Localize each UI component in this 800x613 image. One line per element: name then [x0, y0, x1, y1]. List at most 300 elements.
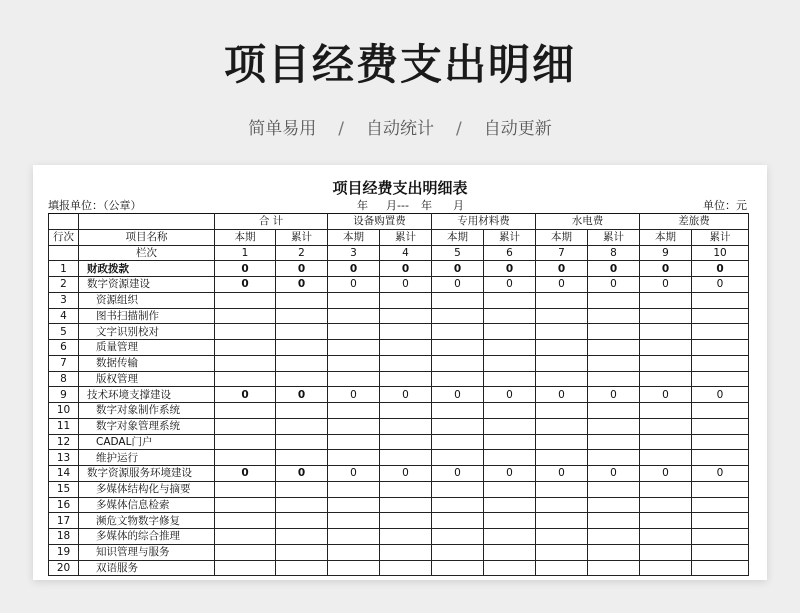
value-cell[interactable] — [215, 355, 276, 371]
value-cell[interactable]: 0 — [328, 387, 380, 403]
table-row — [49, 355, 749, 371]
value-cell[interactable] — [380, 292, 432, 308]
row-number: 13 — [49, 450, 79, 466]
header-group-5: 差旅费 — [640, 214, 749, 230]
value-cell[interactable] — [276, 560, 328, 576]
header-sub-current: 本期 — [328, 229, 380, 245]
header-sub-current: 本期 — [640, 229, 692, 245]
value-cell[interactable]: 0 — [484, 466, 536, 482]
column-number: 5 — [432, 245, 484, 261]
row-number: 20 — [49, 560, 79, 576]
header-sub-current: 本期 — [536, 229, 588, 245]
item-name-cell[interactable]: 双语服务 — [79, 560, 215, 576]
value-cell[interactable] — [328, 292, 380, 308]
value-cell[interactable] — [380, 418, 432, 434]
item-name-cell[interactable]: 图书扫描制作 — [79, 308, 215, 324]
value-cell[interactable] — [588, 560, 640, 576]
value-cell[interactable] — [536, 497, 588, 513]
value-cell[interactable] — [380, 324, 432, 340]
period-month-2: 月 — [453, 199, 464, 212]
value-cell[interactable]: 0 — [536, 387, 588, 403]
value-cell[interactable] — [276, 418, 328, 434]
column-number: 3 — [328, 245, 380, 261]
value-cell[interactable] — [328, 355, 380, 371]
table-row — [49, 277, 749, 293]
value-cell[interactable]: 0 — [215, 277, 276, 293]
value-cell[interactable] — [328, 340, 380, 356]
value-cell[interactable] — [276, 292, 328, 308]
value-cell[interactable] — [380, 560, 432, 576]
value-cell[interactable] — [432, 434, 484, 450]
value-cell[interactable]: 0 — [432, 277, 484, 293]
currency-unit-label: 单位：元 — [703, 199, 747, 212]
value-cell[interactable] — [536, 450, 588, 466]
value-cell[interactable] — [536, 544, 588, 560]
value-cell[interactable] — [328, 450, 380, 466]
table-row — [49, 529, 749, 545]
value-cell[interactable] — [484, 560, 536, 576]
value-cell[interactable] — [380, 308, 432, 324]
value-cell[interactable] — [276, 403, 328, 419]
header-group-3: 专用材料费 — [432, 214, 536, 230]
value-cell[interactable] — [432, 529, 484, 545]
table-row — [49, 560, 749, 576]
column-number: 2 — [276, 245, 328, 261]
tag-separator: / — [338, 119, 344, 139]
value-cell[interactable] — [640, 529, 692, 545]
value-cell[interactable] — [536, 434, 588, 450]
table-row — [49, 308, 749, 324]
value-cell[interactable] — [380, 355, 432, 371]
value-cell[interactable] — [588, 481, 640, 497]
value-cell[interactable] — [640, 308, 692, 324]
value-cell[interactable] — [484, 308, 536, 324]
value-cell[interactable] — [588, 529, 640, 545]
value-cell[interactable] — [484, 434, 536, 450]
item-name-cell[interactable]: 资源组织 — [79, 292, 215, 308]
value-cell[interactable]: 0 — [276, 277, 328, 293]
value-cell[interactable] — [536, 308, 588, 324]
value-cell[interactable] — [215, 340, 276, 356]
table-row — [49, 324, 749, 340]
value-cell[interactable] — [588, 450, 640, 466]
value-cell[interactable]: 0 — [588, 387, 640, 403]
header-sub-current: 本期 — [215, 229, 276, 245]
header-sub-current: 本期 — [432, 229, 484, 245]
value-cell[interactable] — [484, 544, 536, 560]
value-cell[interactable] — [328, 497, 380, 513]
table-row — [49, 292, 749, 308]
value-cell[interactable] — [276, 371, 328, 387]
value-cell[interactable] — [692, 497, 749, 513]
row-number: 12 — [49, 434, 79, 450]
value-cell[interactable] — [380, 403, 432, 419]
value-cell[interactable] — [328, 434, 380, 450]
value-cell[interactable] — [215, 324, 276, 340]
header-sub-cumulative: 累计 — [692, 229, 749, 245]
value-cell[interactable]: 0 — [536, 277, 588, 293]
item-name-cell[interactable]: 数字对象管理系统 — [79, 418, 215, 434]
item-name-cell[interactable]: CADAL门户 — [79, 434, 215, 450]
value-cell[interactable] — [380, 450, 432, 466]
value-cell[interactable] — [328, 403, 380, 419]
header-sub-cumulative: 累计 — [484, 229, 536, 245]
item-name-cell[interactable]: 数字资源服务环境建设 — [79, 466, 215, 482]
expense-table — [48, 213, 749, 576]
value-cell[interactable] — [215, 544, 276, 560]
value-cell[interactable]: 0 — [588, 466, 640, 482]
value-cell[interactable] — [692, 513, 749, 529]
value-cell[interactable] — [215, 497, 276, 513]
value-cell[interactable] — [536, 292, 588, 308]
value-cell[interactable] — [640, 434, 692, 450]
row-number: 19 — [49, 544, 79, 560]
value-cell[interactable] — [276, 529, 328, 545]
value-cell[interactable] — [536, 355, 588, 371]
table-row — [49, 371, 749, 387]
value-cell[interactable] — [328, 513, 380, 529]
item-name-cell[interactable]: 文字识别校对 — [79, 324, 215, 340]
value-cell[interactable] — [215, 481, 276, 497]
value-cell[interactable] — [640, 481, 692, 497]
value-cell[interactable]: 0 — [276, 261, 328, 277]
value-cell[interactable] — [484, 292, 536, 308]
value-cell[interactable] — [276, 481, 328, 497]
value-cell[interactable] — [215, 450, 276, 466]
table-row — [49, 387, 749, 403]
value-cell[interactable]: 0 — [692, 261, 749, 277]
value-cell[interactable] — [692, 560, 749, 576]
item-name-cell[interactable]: 多媒体结构化与摘要 — [79, 481, 215, 497]
column-number: 6 — [484, 245, 536, 261]
row-number: 18 — [49, 529, 79, 545]
item-name-cell[interactable]: 维护运行 — [79, 450, 215, 466]
value-cell[interactable] — [432, 450, 484, 466]
sheet-title: 项目经费支出明细表 — [332, 179, 468, 197]
table-row — [49, 261, 749, 277]
value-cell[interactable] — [328, 529, 380, 545]
value-cell[interactable] — [536, 403, 588, 419]
value-cell[interactable]: 0 — [692, 277, 749, 293]
value-cell[interactable] — [276, 497, 328, 513]
value-cell[interactable] — [640, 560, 692, 576]
value-cell[interactable] — [588, 340, 640, 356]
table-row — [49, 340, 749, 356]
header-blank — [49, 245, 79, 261]
value-cell[interactable] — [432, 340, 484, 356]
value-cell[interactable] — [536, 560, 588, 576]
column-number: 10 — [692, 245, 749, 261]
value-cell[interactable] — [432, 308, 484, 324]
row-number: 7 — [49, 355, 79, 371]
value-cell[interactable] — [692, 403, 749, 419]
row-number: 1 — [49, 261, 79, 277]
value-cell[interactable]: 0 — [692, 466, 749, 482]
row-number: 11 — [49, 418, 79, 434]
value-cell[interactable] — [692, 529, 749, 545]
hero-tag-2: 自动统计 — [366, 119, 434, 139]
item-name-cell[interactable]: 数据传输 — [79, 355, 215, 371]
table-row — [49, 418, 749, 434]
item-name-cell[interactable]: 濒危文物数字修复 — [79, 513, 215, 529]
value-cell[interactable] — [588, 371, 640, 387]
value-cell[interactable] — [328, 324, 380, 340]
table-row — [49, 481, 749, 497]
value-cell[interactable] — [432, 355, 484, 371]
value-cell[interactable] — [276, 450, 328, 466]
tag-separator: / — [456, 119, 462, 139]
value-cell[interactable]: 0 — [215, 387, 276, 403]
value-cell[interactable] — [380, 544, 432, 560]
item-name-cell[interactable]: 数字对象制作系统 — [79, 403, 215, 419]
value-cell[interactable] — [432, 292, 484, 308]
value-cell[interactable]: 0 — [380, 261, 432, 277]
value-cell[interactable] — [692, 355, 749, 371]
value-cell[interactable] — [484, 481, 536, 497]
value-cell[interactable] — [484, 324, 536, 340]
value-cell[interactable] — [588, 308, 640, 324]
value-cell[interactable]: 0 — [380, 387, 432, 403]
header-row-column-numbers — [49, 245, 749, 261]
row-number: 6 — [49, 340, 79, 356]
table-row — [49, 513, 749, 529]
value-cell[interactable] — [432, 513, 484, 529]
value-cell[interactable] — [640, 544, 692, 560]
item-name-cell[interactable]: 财政拨款 — [79, 261, 215, 277]
value-cell[interactable] — [484, 529, 536, 545]
value-cell[interactable] — [536, 418, 588, 434]
value-cell[interactable]: 0 — [640, 261, 692, 277]
item-name-cell[interactable]: 多媒体的综合推理 — [79, 529, 215, 545]
value-cell[interactable] — [215, 292, 276, 308]
value-cell[interactable]: 0 — [484, 387, 536, 403]
row-number: 16 — [49, 497, 79, 513]
value-cell[interactable] — [215, 418, 276, 434]
header-sub-cumulative: 累计 — [380, 229, 432, 245]
value-cell[interactable] — [692, 308, 749, 324]
value-cell[interactable] — [692, 450, 749, 466]
value-cell[interactable] — [588, 513, 640, 529]
period-year-1: 年 — [357, 199, 368, 212]
column-number: 8 — [588, 245, 640, 261]
header-blank — [79, 214, 215, 230]
value-cell[interactable]: 0 — [328, 466, 380, 482]
column-number: 9 — [640, 245, 692, 261]
value-cell[interactable] — [588, 434, 640, 450]
value-cell[interactable] — [276, 340, 328, 356]
value-cell[interactable] — [276, 324, 328, 340]
header-row-sub — [49, 229, 749, 245]
value-cell[interactable] — [536, 513, 588, 529]
value-cell[interactable] — [536, 340, 588, 356]
value-cell[interactable] — [276, 308, 328, 324]
header-row-groups — [49, 214, 749, 230]
value-cell[interactable] — [588, 355, 640, 371]
value-cell[interactable] — [432, 418, 484, 434]
value-cell[interactable] — [484, 340, 536, 356]
value-cell[interactable] — [328, 371, 380, 387]
value-cell[interactable] — [536, 529, 588, 545]
value-cell[interactable] — [588, 497, 640, 513]
value-cell[interactable] — [588, 324, 640, 340]
value-cell[interactable] — [484, 450, 536, 466]
value-cell[interactable] — [692, 340, 749, 356]
table-row — [49, 403, 749, 419]
item-name-cell[interactable]: 版权管理 — [79, 371, 215, 387]
value-cell[interactable]: 0 — [692, 387, 749, 403]
item-name-cell[interactable]: 多媒体信息检索 — [79, 497, 215, 513]
value-cell[interactable] — [640, 355, 692, 371]
value-cell[interactable]: 0 — [328, 261, 380, 277]
value-cell[interactable]: 0 — [640, 466, 692, 482]
item-name-cell[interactable]: 数字资源建设 — [79, 277, 215, 293]
value-cell[interactable] — [484, 371, 536, 387]
item-name-cell[interactable]: 技术环境支撑建设 — [79, 387, 215, 403]
item-name-cell[interactable]: 知识管理与服务 — [79, 544, 215, 560]
value-cell[interactable] — [380, 371, 432, 387]
value-cell[interactable] — [640, 324, 692, 340]
value-cell[interactable]: 0 — [536, 466, 588, 482]
hero-title: 项目经费支出明细 — [223, 40, 576, 89]
value-cell[interactable]: 0 — [432, 261, 484, 277]
value-cell[interactable] — [692, 544, 749, 560]
row-number: 4 — [49, 308, 79, 324]
table-row — [49, 434, 749, 450]
value-cell[interactable] — [328, 308, 380, 324]
value-cell[interactable] — [588, 292, 640, 308]
value-cell[interactable] — [484, 497, 536, 513]
value-cell[interactable] — [215, 513, 276, 529]
value-cell[interactable] — [640, 497, 692, 513]
period-month-1: 月--- — [386, 199, 409, 212]
value-cell[interactable] — [588, 418, 640, 434]
value-cell[interactable] — [215, 308, 276, 324]
value-cell[interactable] — [432, 544, 484, 560]
hero-tag-1: 简单易用 — [248, 119, 317, 139]
value-cell[interactable] — [484, 355, 536, 371]
value-cell[interactable] — [276, 355, 328, 371]
value-cell[interactable] — [432, 481, 484, 497]
row-number: 15 — [49, 481, 79, 497]
row-number: 10 — [49, 403, 79, 419]
value-cell[interactable]: 0 — [276, 387, 328, 403]
column-number: 7 — [536, 245, 588, 261]
value-cell[interactable] — [692, 434, 749, 450]
header-group-1: 合 计 — [215, 214, 328, 230]
value-cell[interactable] — [536, 371, 588, 387]
value-cell[interactable] — [432, 371, 484, 387]
value-cell[interactable] — [536, 324, 588, 340]
header-group-2: 设备购置费 — [328, 214, 432, 230]
value-cell[interactable]: 0 — [536, 261, 588, 277]
value-cell[interactable]: 0 — [432, 387, 484, 403]
value-cell[interactable] — [484, 513, 536, 529]
reporting-unit-label: 填报单位：（公章） — [48, 199, 142, 212]
value-cell[interactable] — [640, 371, 692, 387]
value-cell[interactable]: 0 — [432, 466, 484, 482]
row-number: 5 — [49, 324, 79, 340]
value-cell[interactable] — [328, 481, 380, 497]
value-cell[interactable] — [380, 497, 432, 513]
table-row — [49, 497, 749, 513]
value-cell[interactable]: 0 — [484, 261, 536, 277]
value-cell[interactable] — [692, 481, 749, 497]
value-cell[interactable] — [380, 340, 432, 356]
header-row-no: 行次 — [49, 229, 79, 245]
value-cell[interactable] — [484, 403, 536, 419]
value-cell[interactable] — [215, 434, 276, 450]
header-column-no: 栏次 — [79, 245, 215, 261]
spreadsheet-sheet — [33, 165, 767, 580]
value-cell[interactable] — [215, 403, 276, 419]
value-cell[interactable]: 0 — [276, 466, 328, 482]
value-cell[interactable]: 0 — [380, 277, 432, 293]
value-cell[interactable] — [276, 434, 328, 450]
value-cell[interactable] — [640, 418, 692, 434]
value-cell[interactable]: 0 — [588, 261, 640, 277]
header-sub-cumulative: 累计 — [588, 229, 640, 245]
value-cell[interactable]: 0 — [640, 277, 692, 293]
value-cell[interactable] — [432, 324, 484, 340]
value-cell[interactable] — [380, 481, 432, 497]
value-cell[interactable] — [276, 544, 328, 560]
value-cell[interactable]: 0 — [380, 466, 432, 482]
value-cell[interactable] — [536, 481, 588, 497]
value-cell[interactable]: 0 — [328, 277, 380, 293]
value-cell[interactable] — [328, 418, 380, 434]
value-cell[interactable] — [380, 434, 432, 450]
value-cell[interactable] — [432, 560, 484, 576]
row-number: 2 — [49, 277, 79, 293]
value-cell[interactable] — [640, 450, 692, 466]
value-cell[interactable] — [380, 529, 432, 545]
value-cell[interactable] — [692, 371, 749, 387]
value-cell[interactable] — [640, 340, 692, 356]
value-cell[interactable]: 0 — [588, 277, 640, 293]
value-cell[interactable] — [692, 292, 749, 308]
value-cell[interactable] — [692, 418, 749, 434]
value-cell[interactable]: 0 — [640, 387, 692, 403]
row-number: 3 — [49, 292, 79, 308]
header-group-4: 水电费 — [536, 214, 640, 230]
value-cell[interactable] — [588, 544, 640, 560]
value-cell[interactable] — [215, 371, 276, 387]
value-cell[interactable] — [484, 418, 536, 434]
item-name-cell[interactable]: 质量管理 — [79, 340, 215, 356]
value-cell[interactable] — [328, 544, 380, 560]
value-cell[interactable] — [328, 560, 380, 576]
row-number: 14 — [49, 466, 79, 482]
value-cell[interactable] — [692, 324, 749, 340]
value-cell[interactable] — [640, 403, 692, 419]
value-cell[interactable] — [215, 529, 276, 545]
value-cell[interactable] — [215, 560, 276, 576]
value-cell[interactable]: 0 — [215, 261, 276, 277]
value-cell[interactable]: 0 — [215, 466, 276, 482]
hero-tagline — [0, 114, 800, 139]
value-cell[interactable] — [640, 292, 692, 308]
value-cell[interactable]: 0 — [484, 277, 536, 293]
column-number: 1 — [215, 245, 276, 261]
value-cell[interactable] — [640, 513, 692, 529]
row-number: 8 — [49, 371, 79, 387]
value-cell[interactable] — [432, 403, 484, 419]
table-row — [49, 466, 749, 482]
value-cell[interactable] — [380, 513, 432, 529]
value-cell[interactable] — [432, 497, 484, 513]
value-cell[interactable] — [588, 403, 640, 419]
value-cell[interactable] — [276, 513, 328, 529]
